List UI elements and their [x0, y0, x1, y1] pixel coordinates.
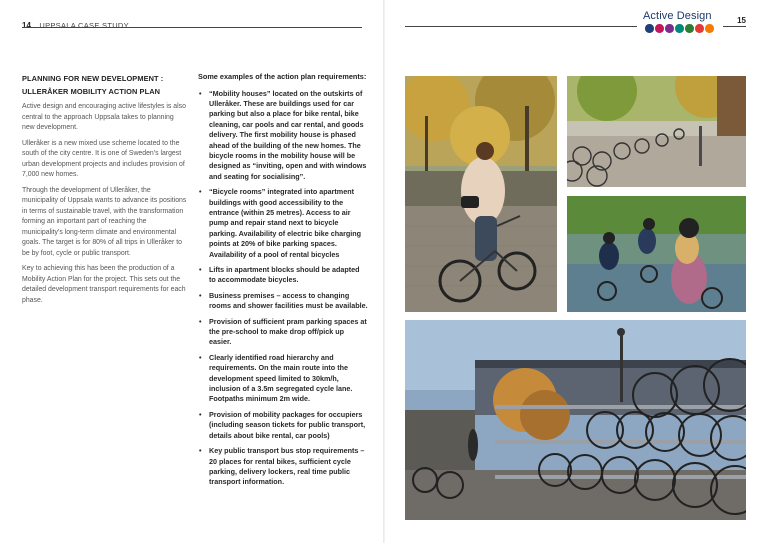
logo-dot	[645, 24, 654, 33]
list-item-text: Key public transport bus stop requirements – 20 places for rental bikes, sufficient cycle parking, delivery lockers, real time public transport information.	[209, 446, 365, 487]
bullet-glyph: •	[199, 290, 202, 300]
logo-dot	[705, 24, 714, 33]
paragraph: Through the development of Ulleråker, the municipality of Uppsala wants to advance its positions in terms of sustainable travel, with the transformation forming an important part of reaching the municipality's long-term climate and environmental goals. The target is for 80% of all trips in Ulleråker to be by foot, cycle or public transport.	[22, 186, 187, 257]
list-item	[198, 89, 368, 183]
paragraph: Key to achieving this has been the production of a Mobility Action Plan for the project. This sets out the detailed development transport requirements for each phase.	[22, 265, 186, 304]
list-item	[198, 446, 368, 488]
running-title: UPPSALA CASE STUDY	[39, 21, 129, 30]
list-item-text: Provision of sufficient pram parking spaces at the pre-school to make drop off/pick up easier.	[209, 316, 367, 347]
requirements-intro: Some examples of the action plan requirements:	[198, 72, 367, 81]
list-item	[198, 187, 368, 260]
logo-dot	[675, 24, 684, 33]
list-item-text: Provision of mobility packages for occupiers (including season tickets for public transport, details about bike rental, car pools)	[209, 409, 366, 440]
section-heading: PLANNING FOR NEW DEVELOPMENT : ULLERÅKER MOBILITY ACTION PLAN	[22, 74, 164, 96]
bullet-glyph: •	[199, 88, 202, 98]
photo-station-bike-racks	[405, 320, 746, 520]
photo-bike-racks-trees	[567, 76, 746, 187]
requirements-list	[198, 89, 368, 488]
photo-woman-cycling	[405, 76, 557, 312]
list-item-text: Business premises – access to changing rooms and shower facilities must be available.	[209, 290, 368, 311]
logo-text: Active Design	[643, 10, 712, 22]
bullet-glyph: •	[199, 409, 202, 419]
left-page-number: 14	[22, 21, 31, 30]
right-page-number: 15	[737, 16, 746, 25]
photo-children-cycling	[567, 196, 746, 312]
header-rule-left	[22, 27, 362, 28]
requirements-column	[198, 72, 368, 493]
list-item-text: “Bicycle rooms” integrated into apartment buildings with good accessibility to the entrance (within 25 metres). Access to air pump and repair stand next to bicycle parking. Availability of electric bike charging points at 20% of bike parking spaces. Availability of a pool of rental bicycles	[209, 187, 362, 259]
header-rule-right	[405, 26, 637, 27]
logo-dot	[695, 24, 704, 33]
list-item-text: Lifts in apartment blocks should be adapted to accommodate bicycles.	[209, 265, 360, 285]
bullet-glyph: •	[199, 187, 202, 197]
intro-column	[22, 72, 188, 311]
list-item	[198, 291, 368, 312]
active-design-logo	[643, 10, 719, 34]
paragraph: Active design and encouraging active lifestyles is also central to the approach Uppsala takes to planning new development.	[22, 103, 186, 131]
list-item-text: Clearly identified road hierarchy and requirements. On the main route into the development speed limited to 30km/h, inclusion of a 3.5m segregated cycle lane. Footpaths minimum 2m wide.	[209, 352, 353, 404]
logo-dot	[685, 24, 694, 33]
list-item	[198, 410, 368, 441]
paragraph: Ulleråker is a new mixed use scheme located to the south of the city centre. It is one of Sweden's largest urban development projects and includes provision of 7,000 new homes.	[22, 139, 185, 178]
bullet-glyph: •	[199, 352, 202, 362]
list-item	[198, 317, 368, 348]
bullet-glyph: •	[199, 446, 202, 456]
bullet-glyph: •	[199, 316, 202, 326]
logo-dot	[665, 24, 674, 33]
list-item	[198, 353, 368, 405]
logo-dots	[645, 24, 714, 33]
left-page-header	[22, 15, 362, 29]
list-item-text: “Mobility houses” located on the outskirts of Ulleråker. These are buildings used for car parking but also a place for bike rental, bike cleaning, car pools and car rental, and goods delivery. The first mobility house is phased ahead of the building of the new homes. The bicycle rooms in the mobility house will be designed as “inviting, open and with windows and seating for socialising”.	[209, 88, 367, 181]
right-page-header	[405, 10, 746, 34]
list-item	[198, 265, 368, 286]
page-gutter	[383, 0, 385, 543]
bullet-glyph: •	[199, 265, 202, 274]
logo-dot	[655, 24, 664, 33]
header-rule-right-end	[723, 26, 746, 27]
